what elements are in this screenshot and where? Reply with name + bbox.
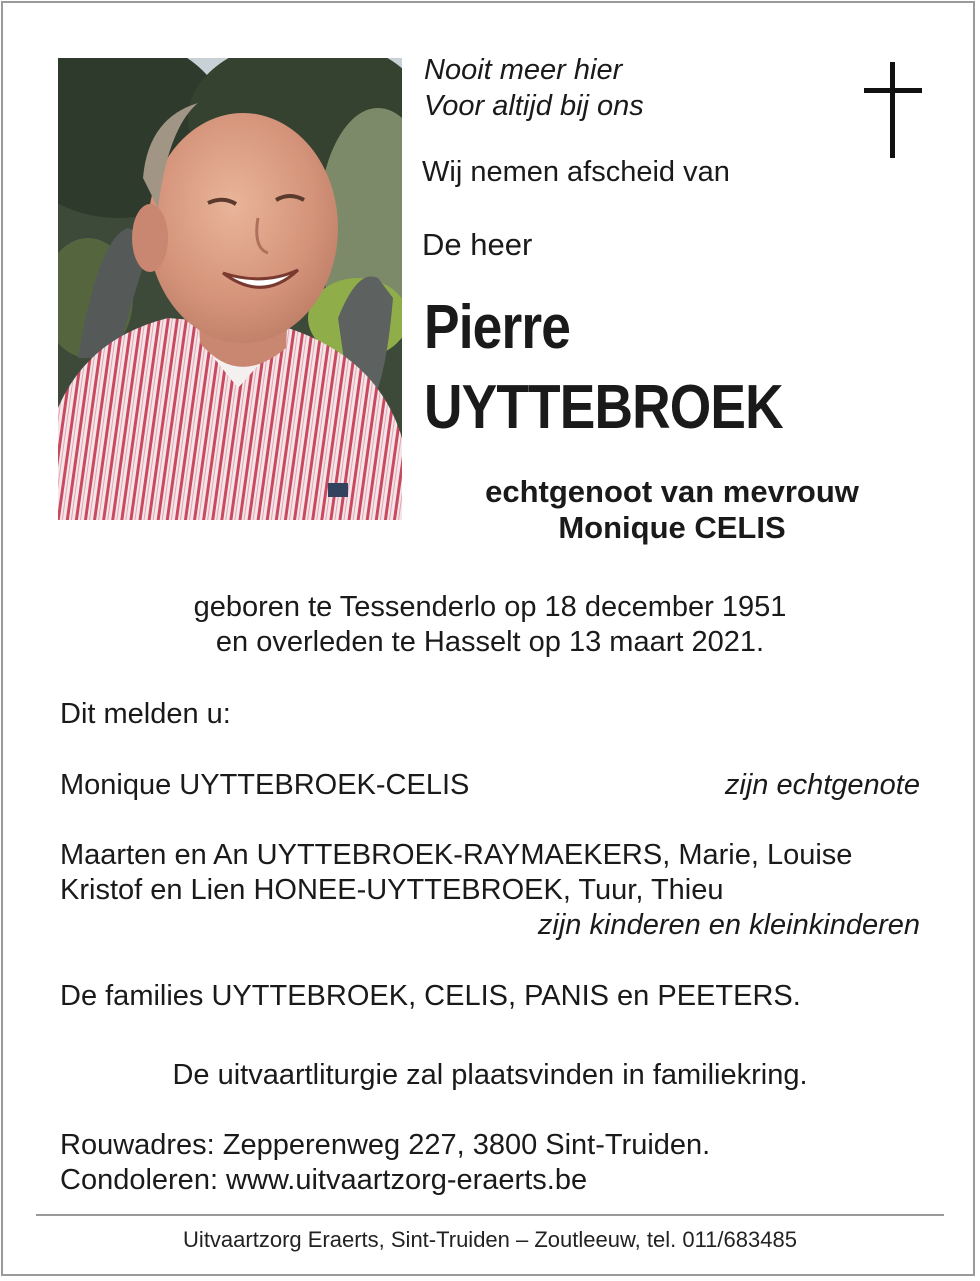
portrait-photo [58,58,402,520]
spouse-role: zijn echtgenote [724,769,920,801]
birth-line: geboren te Tessenderlo op 18 december 1951 [193,591,787,623]
motto-line-1: Nooit meer hier [424,54,623,86]
spouse-line-2: Monique CELIS [558,510,786,545]
farewell-text: Wij nemen afscheid van [422,156,730,188]
spouse-block [422,474,922,546]
cross-icon [864,62,922,158]
honorific: De heer [422,227,533,262]
motto-line-2: Voor altijd bij ons [424,90,644,122]
children-role: zijn kinderen en kleinkinderen [537,909,920,941]
families-line: De families UYTTEBROEK, CELIS, PANIS en PEETERS. [60,980,801,1012]
death-line: en overleden te Hasselt op 13 maart 2021. [215,626,765,658]
liturgy-line: De uitvaartliturgie zal plaatsvinden in familiekring. [172,1059,808,1091]
condolences-line: Condoleren: www.uitvaartzorg-eraerts.be [60,1164,588,1196]
spouse-line-1: echtgenoot van mevrouw [485,474,859,509]
children-line-2: Kristof en Lien HONEE-UYTTEBROEK, Tuur, Thieu [60,874,724,906]
deceased-last-name: UYTTEBROEK [424,373,783,442]
address-line: Rouwadres: Zepperenweg 227, 3800 Sint-Truiden. [60,1129,711,1161]
announcement-intro: Dit melden u: [60,698,231,730]
spouse-name: Monique UYTTEBROEK-CELIS [60,769,470,801]
life-dates [0,590,980,660]
footer-divider [36,1214,944,1216]
children-line-1: Maarten en An UYTTEBROEK-RAYMAEKERS, Marie, Louise [60,839,853,871]
deceased-first-name: Pierre [424,293,571,362]
footer-text: Uitvaartzorg Eraerts, Sint-Truiden – Zoutleeuw, tel. 011/683485 [183,1227,797,1252]
